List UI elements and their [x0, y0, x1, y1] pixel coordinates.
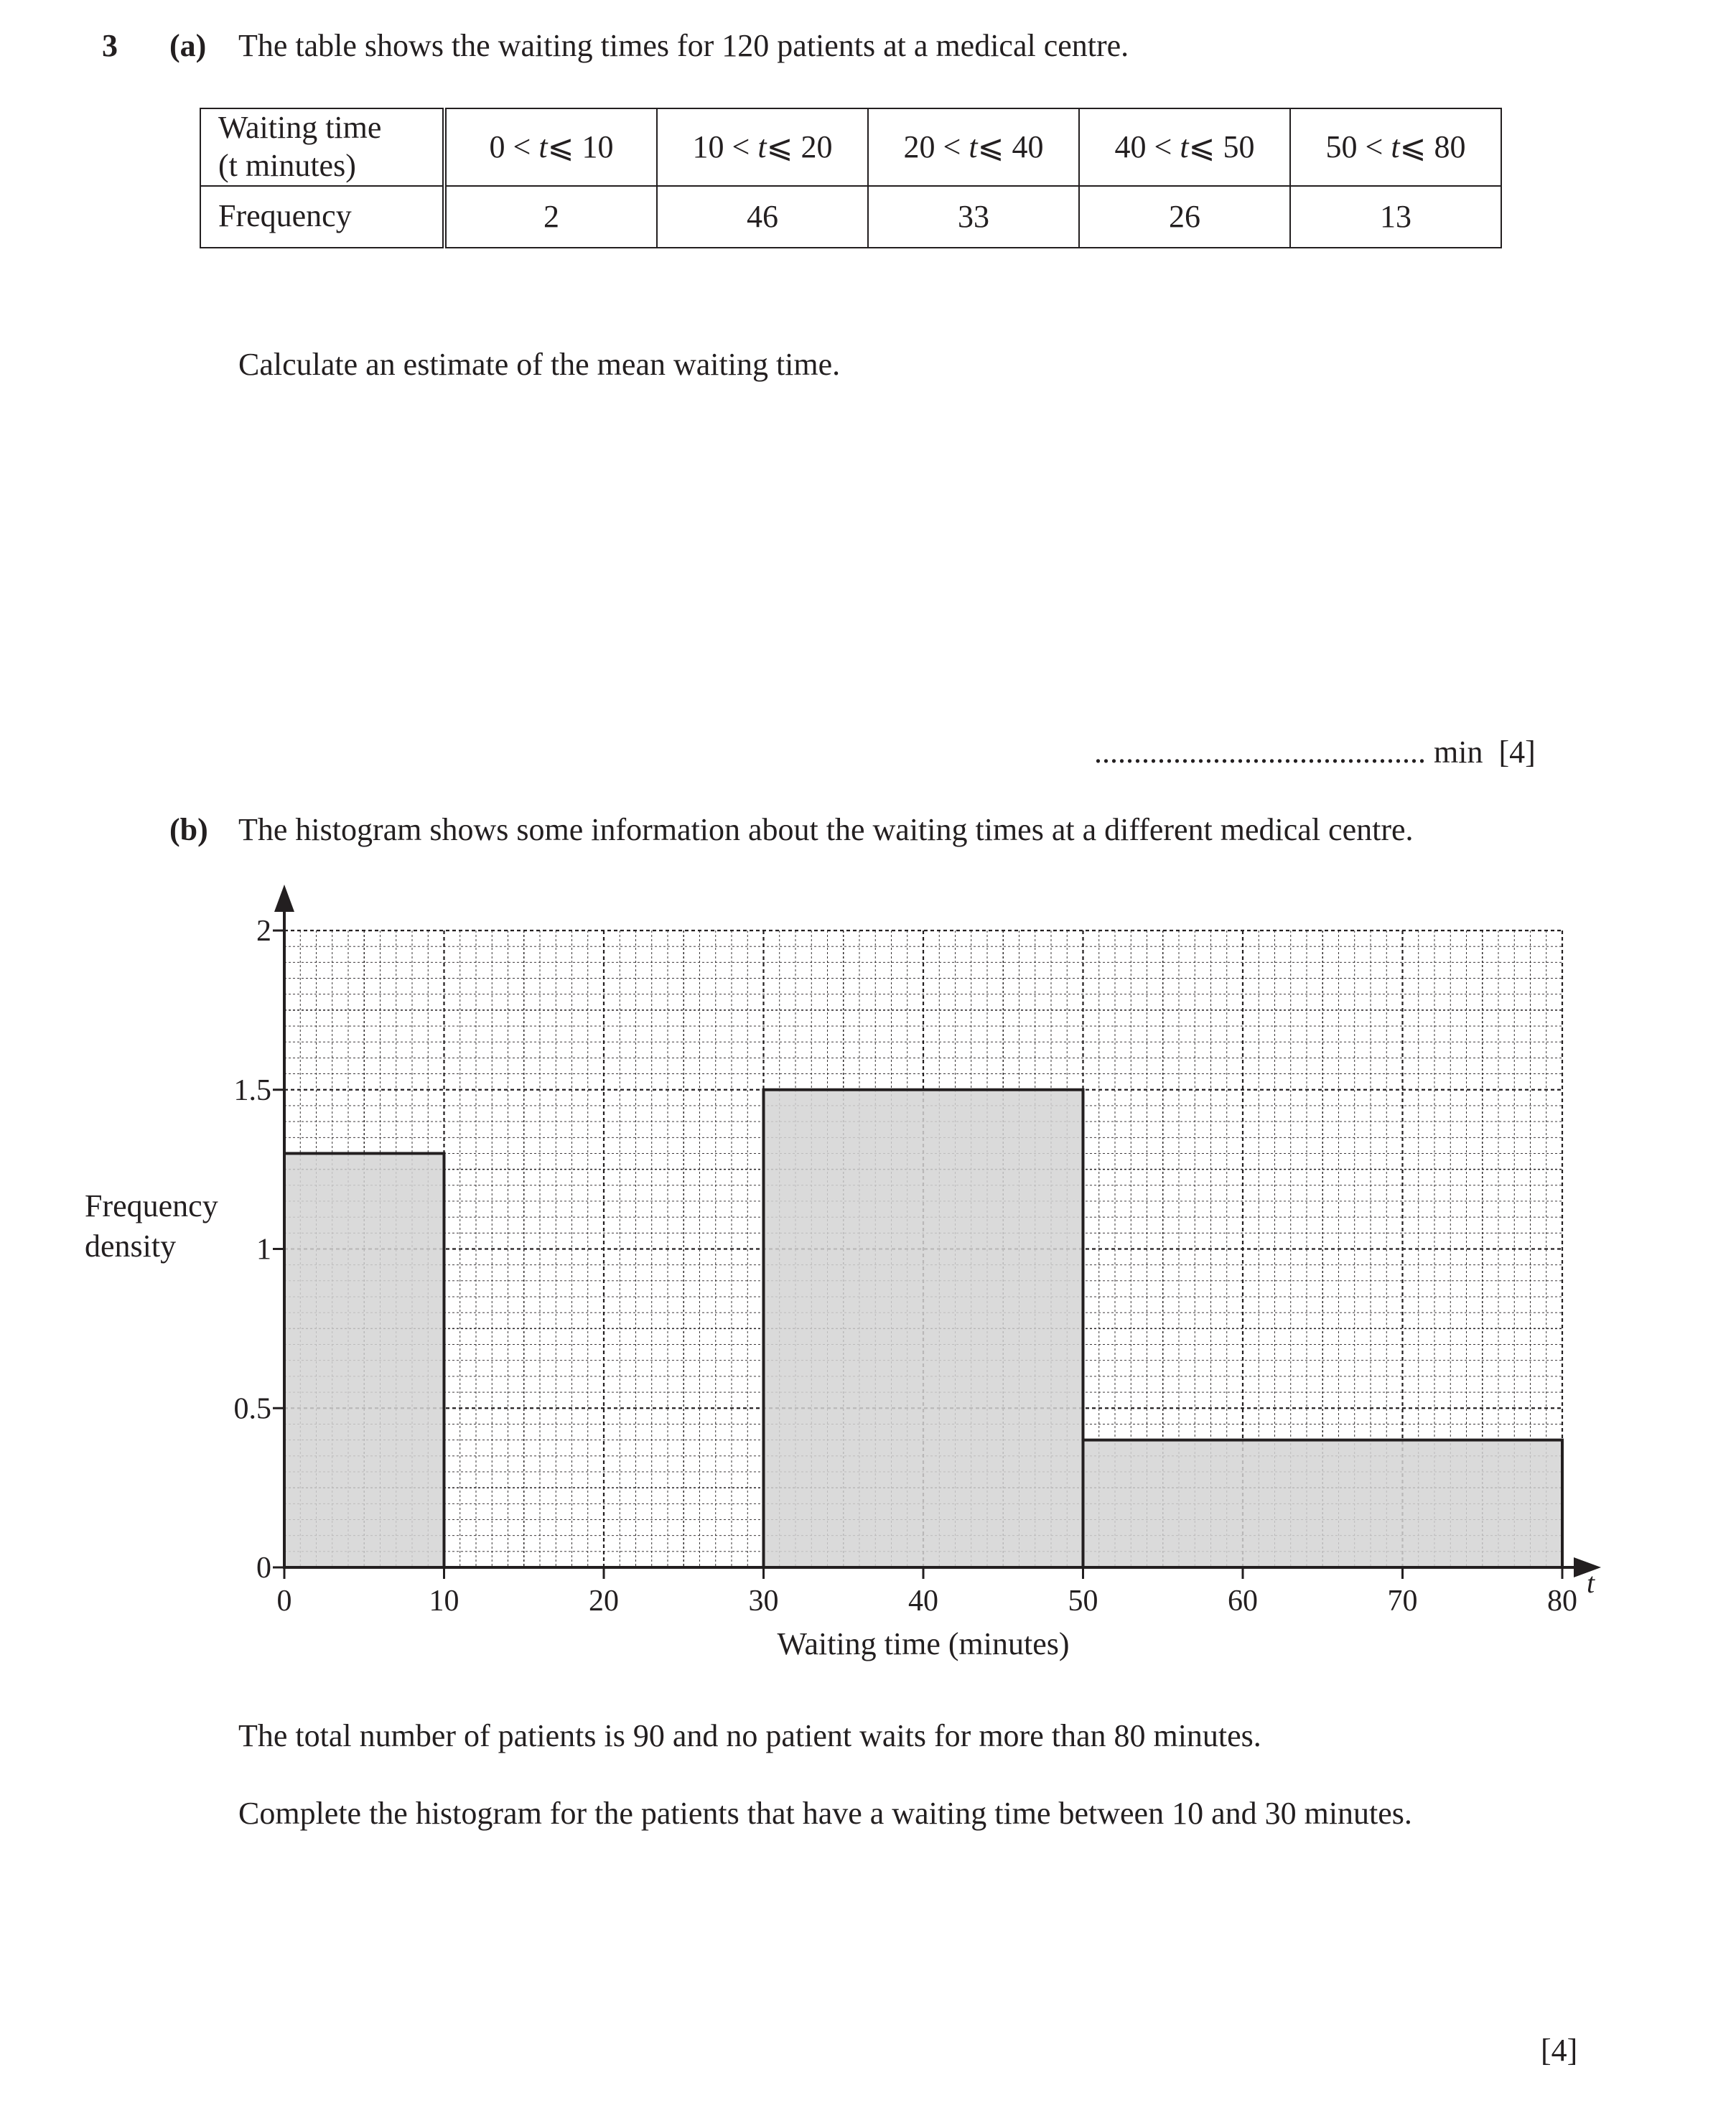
marks-b: [4]: [1541, 2033, 1578, 2068]
y-tick-label: 1.5: [233, 1073, 271, 1107]
y-tick-label: 1: [256, 1233, 271, 1267]
waiting-time-header-line2: (t minutes): [218, 147, 356, 183]
histogram-bar-fill: [1083, 1440, 1563, 1567]
frequency-cell: 46: [657, 186, 868, 248]
waiting-time-header-line1: Waiting time: [218, 110, 382, 145]
x-tick-label: 20: [589, 1585, 619, 1618]
x-tick-label: 50: [1068, 1585, 1098, 1618]
x-tick-label: 30: [748, 1585, 779, 1618]
marks-a: [4]: [1498, 735, 1536, 770]
frequency-cell: 33: [868, 186, 1079, 248]
part-a-label: (a): [169, 28, 207, 63]
part-a-intro: The table shows the waiting times for 120 patients at a medical centre.: [238, 28, 1129, 63]
x-tick-label: 0: [276, 1585, 292, 1618]
part-b-label: (b): [169, 812, 208, 847]
x-tick-label: 70: [1387, 1585, 1418, 1618]
x-tick-label: 10: [429, 1585, 459, 1618]
x-axis-variable: t: [1587, 1567, 1595, 1599]
x-tick-label: 60: [1228, 1585, 1258, 1618]
y-axis-arrow: [274, 885, 294, 912]
y-tick-label: 2: [256, 915, 271, 948]
interval-cell: 40 < t⩽ 50: [1079, 108, 1290, 186]
part-a-instruction: Calculate an estimate of the mean waiting time.: [238, 347, 841, 382]
part-b-instruction: Complete the histogram for the patients that have a waiting time between 10 and 30 minutes.: [238, 1796, 1412, 1831]
question-number: 3: [102, 28, 118, 63]
y-axis-label-line1: Frequency: [85, 1188, 218, 1223]
y-tick-label: 0.5: [233, 1392, 271, 1426]
interval-cell: 0 < t⩽ 10: [444, 108, 657, 186]
histogram-bar-fill: [284, 1153, 444, 1567]
part-b-intro: The histogram shows some information about the waiting times at a different medical centre.: [238, 812, 1414, 847]
x-tick-label: 80: [1547, 1585, 1577, 1618]
interval-cell: 50 < t⩽ 80: [1290, 108, 1501, 186]
answer-unit: min: [1434, 735, 1483, 770]
frequency-cell: 13: [1290, 186, 1501, 248]
part-b-statement: The total number of patients is 90 and no patient waits for more than 80 minutes.: [238, 1718, 1261, 1753]
interval-cell: 10 < t⩽ 20: [657, 108, 868, 186]
x-tick-label: 40: [908, 1585, 938, 1618]
y-axis-label-line2: density: [85, 1228, 177, 1264]
interval-cell: 20 < t⩽ 40: [868, 108, 1079, 186]
frequency-cell: 2: [444, 186, 657, 248]
frequency-cell: 26: [1079, 186, 1290, 248]
answer-dots: ..........................................: [1094, 735, 1426, 770]
frequency-header: Frequency: [200, 186, 444, 248]
y-tick-label: 0: [256, 1552, 271, 1585]
histogram-bar-fill: [764, 1090, 1083, 1567]
x-axis-label: Waiting time (minutes): [777, 1626, 1070, 1661]
